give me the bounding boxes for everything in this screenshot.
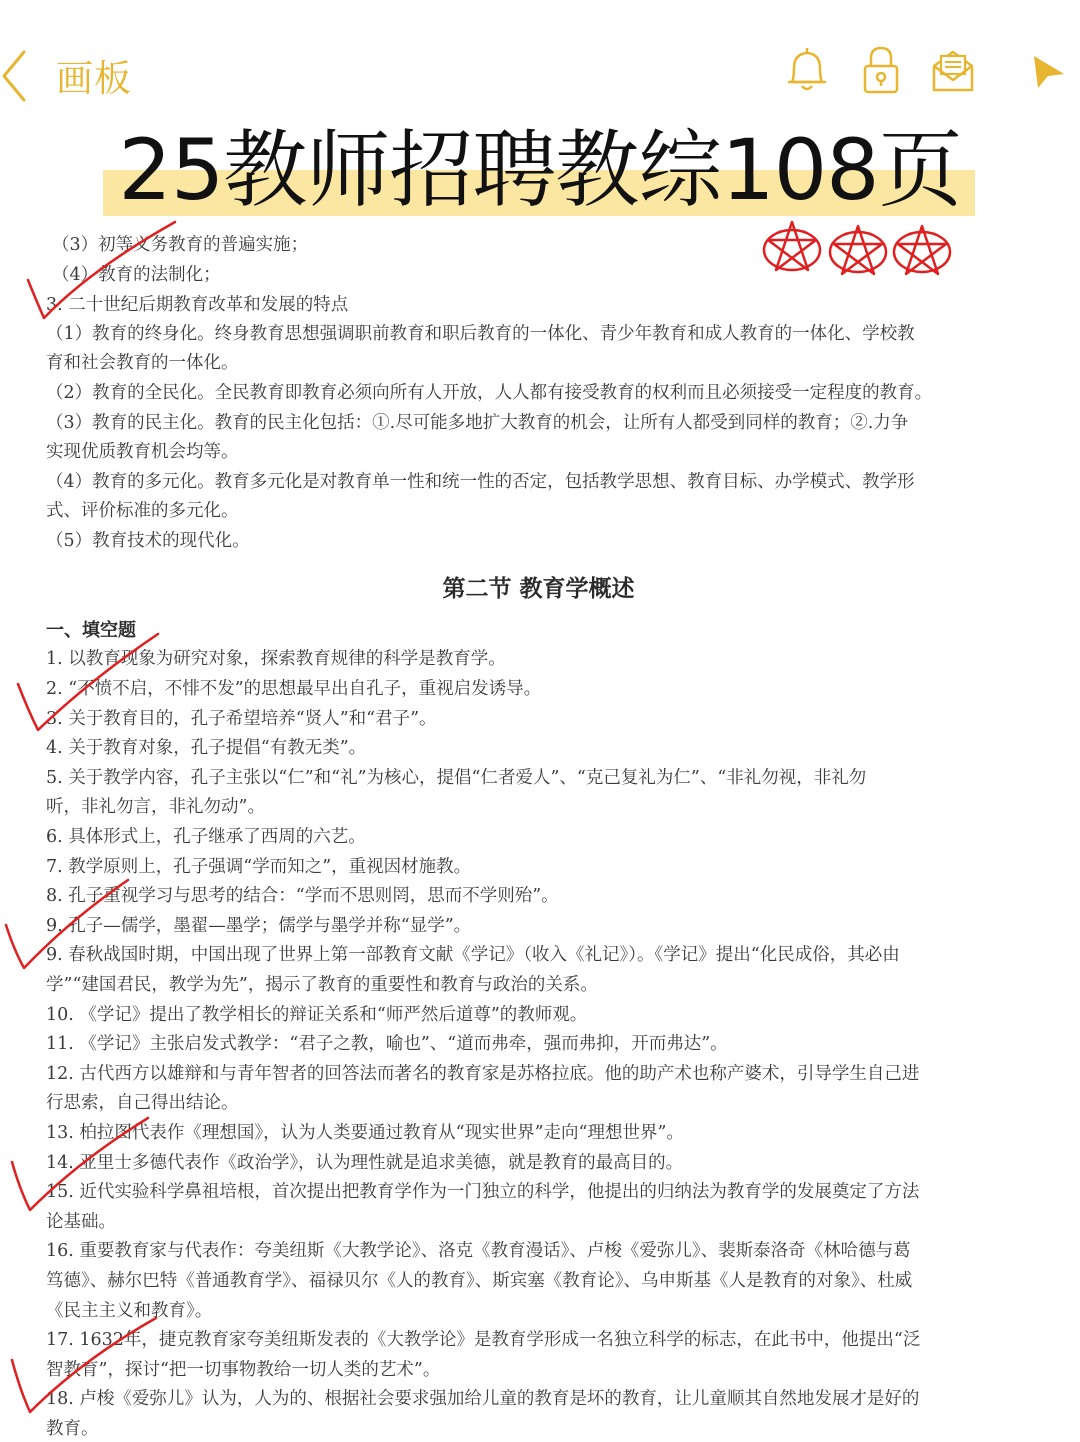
bell-icon [782,44,832,96]
lock-icon [856,44,906,96]
sub-heading: 一、填空题 [46,620,136,641]
doc-line: 10. 《学记》提出了教学相长的辩证关系和“师严然后道尊”的教师观。 [46,1005,588,1025]
doc-line: 9. 春秋战国时期，中国出现了世界上第一部教育文献《学记》（收入《礼记》）。《学记》提出“化民成俗，其必由 [46,945,900,965]
back-button[interactable] [0,44,40,104]
back-label[interactable]: 画板 [56,57,132,100]
star-doodle-icon [830,226,886,274]
play-icon [1026,44,1070,96]
doc-line: 笃德》、赫尔巴特《普通教育学》、福禄贝尔《人的教育》、斯宾塞《教育论》、乌申斯基《人是教育的对象》、杜威 [46,1271,913,1291]
doc-line: （4）教育的法制化； [52,265,221,285]
doc-line: （3）教育的民主化。教育的民主化包括：①.尽可能多地扩大教育的机会，让所有人都受到同样的教育；②.力争 [46,413,909,433]
doc-line: （3）初等义务教育的普遍实施； [52,235,309,255]
mail-icon [928,44,978,96]
page-title: 25教师招聘教综108页 [118,121,962,219]
bell-button[interactable] [782,44,832,96]
doc-line: 8. 孔子重视学习与思考的结合：“学而不思则罔，思而不学则殆”。 [46,886,559,906]
top-toolbar [0,0,1080,120]
doc-line: 听，非礼勿言，非礼勿动”。 [46,797,265,817]
doc-line: 论基础。 [46,1212,116,1232]
chevron-left-icon [0,44,40,104]
mail-button[interactable] [928,44,978,96]
doc-line: 学”“建国君民，教学为先”，揭示了教育的重要性和教育与政治的关系。 [46,975,598,995]
doc-line: 3. 二十世纪后期教育改革和发展的特点 [46,295,349,315]
play-button[interactable] [1026,44,1076,96]
star-doodle-icon [764,222,820,270]
doc-line: 4. 关于教育对象，孔子提倡“有教无类”。 [46,738,367,758]
lock-button[interactable] [856,44,906,96]
doc-line: 12. 古代西方以雄辩和与青年智者的回答法而著名的教育家是苏格拉底。他的助产术也称产婆术，引导学生自己进 [46,1064,920,1084]
doc-line: 2. “不愤不启，不悱不发”的思想最早出自孔子，重视启发诱导。 [46,679,542,699]
doc-line: 育和社会教育的一体化。 [46,353,239,373]
doc-line: 15. 近代实验科学鼻祖培根，首次提出把教育学作为一门独立的科学，他提出的归纳法为教育学的发展奠定了方法 [46,1182,920,1202]
doc-line: （2）教育的全民化。全民教育即教育必须向所有人开放，人人都有接受教育的权利而且必须接受一定程度的教育。 [46,383,933,403]
doc-line: 智教育”，探讨“把一切事物教给一切人类的艺术”。 [46,1360,441,1380]
doc-line: 《民主主义和教育》。 [46,1301,213,1321]
doc-line: 式、评价标准的多元化。 [46,501,239,521]
doc-line: 行思索，自己得出结论。 [46,1093,239,1113]
doc-line: 1. 以教育现象为研究对象，探索教育规律的科学是教育学。 [46,649,506,669]
doc-line: 13. 柏拉图代表作《理想国》，认为人类要通过教育从“现实世界”走向“理想世界”。 [46,1123,684,1143]
section-title: 第二节 教育学概述 [442,575,635,602]
doc-line: 11. 《学记》主张启发式教学：“君子之教，喻也”、“道而弗牵，强而弗抑，开而弗达”。 [46,1034,728,1054]
doc-line: （5）教育技术的现代化。 [46,531,250,551]
doc-line: 教育。 [46,1419,99,1439]
doc-line: 14. 亚里士多德代表作《政治学》，认为理性就是追求美德，就是教育的最高目的。 [46,1153,684,1173]
star-doodle-icon [894,226,950,274]
doc-line: 实现优质教育机会均等。 [46,442,239,462]
doc-line: 5. 关于教学内容，孔子主张以“仁”和“礼”为核心，提倡“仁者爱人”、“克己复礼为仁”、“非礼勿视，非礼勿 [46,768,867,788]
doc-line: 6. 具体形式上，孔子继承了西周的六艺。 [46,827,366,847]
doc-line: 7. 教学原则上，孔子强调“学而知之”，重视因材施教。 [46,857,472,877]
doc-line: 9. 孔子—儒学，墨翟—墨学；儒学与墨学并称“显学”。 [46,916,472,936]
doc-line: 17. 1632年，捷克教育家夸美纽斯发表的《大教学论》是教育学形成一名独立科学的标志，在此书中，他提出“泛 [46,1330,921,1350]
doc-line: 18. 卢梭《爱弥儿》认为，人为的、根据社会要求强加给儿童的教育是坏的教育，让儿童顺其自然地发展才是好的 [46,1389,920,1409]
doc-line: （1）教育的终身化。终身教育思想强调职前教育和职后教育的一体化、青少年教育和成人教育的一体化、学校教 [46,324,915,344]
doc-line: 3. 关于教育目的，孔子希望培养“贤人”和“君子”。 [46,709,437,729]
title-banner [0,118,1080,228]
doc-line: （4）教育的多元化。教育多元化是对教育单一性和统一性的否定，包括教学思想、教育目标、办学模式、教学形 [46,472,915,492]
doc-line: 16. 重要教育家与代表作：夸美纽斯《大教学论》、洛克《教育漫话》、卢梭《爱弥儿》、裴斯泰洛奇《林哈德与葛 [46,1241,911,1261]
